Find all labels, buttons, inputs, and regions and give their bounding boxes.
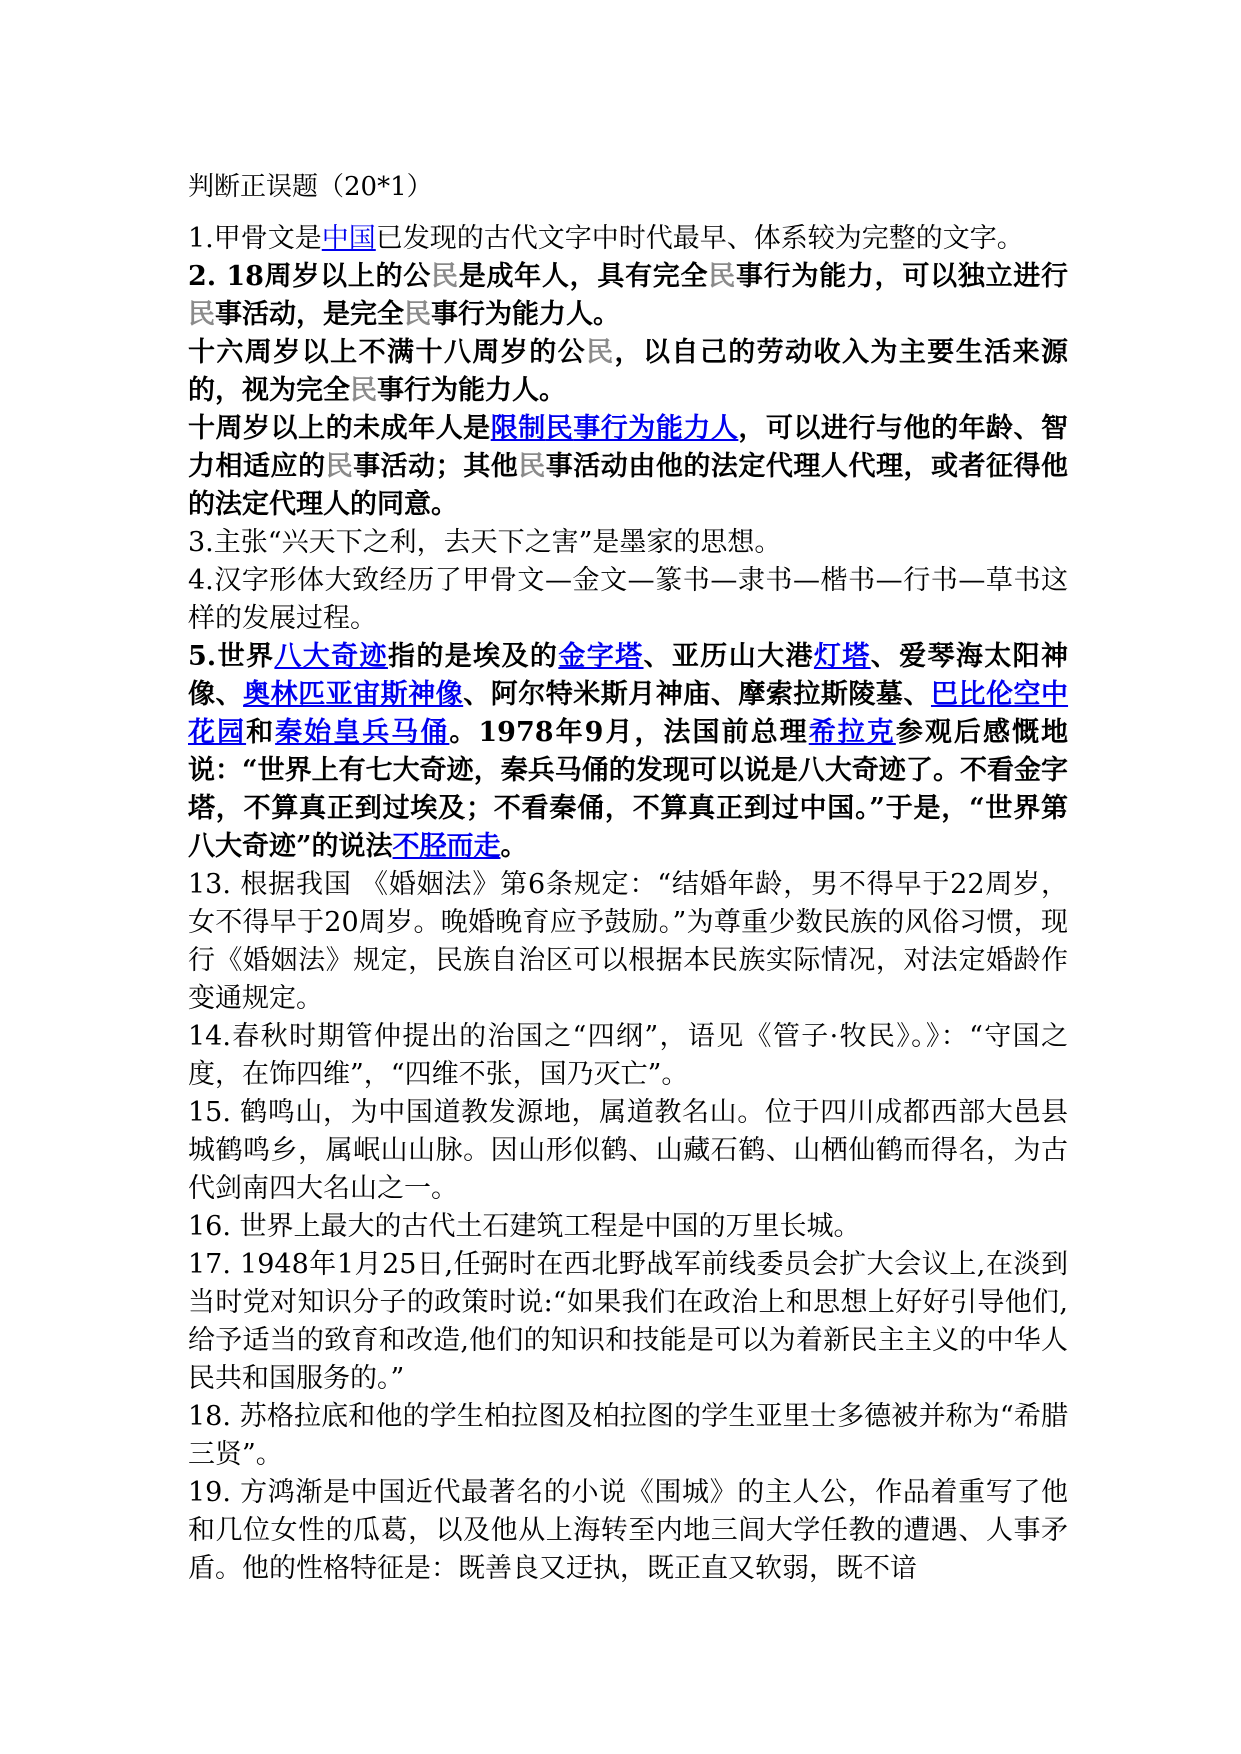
section-title: 判断正误题（20*1） xyxy=(188,172,433,202)
link-xilake[interactable]: 希拉克 xyxy=(808,717,896,748)
item-15: 15. 鹤鸣山，为中国道教发源地，属道教名山。位于四川成都西部大邑县城鹤鸣乡，属岷山山脉。因山形似鹤、山藏石鹤、山栖仙鹤而得名，为古代剑南四大名山之一。 xyxy=(188,1097,1068,1204)
item-4: 4.汉字形体大致经历了甲骨文—金文—篆书—隶书—楷书—行书—草书这样的发展过程。 xyxy=(188,565,1068,634)
item-3: 3.主张“兴天下之利，去天下之害”是墨家的思想。 xyxy=(188,527,782,558)
link-babilun-huayuan[interactable]: 巴比伦空中花园 xyxy=(188,679,1069,748)
link-xianzhi-minshi[interactable]: 限制民事行为能力人 xyxy=(490,413,739,444)
item-18: 18. 苏格拉底和他的学生柏拉图及柏拉图的学生亚里士多德被并称为“希腊三贤”。 xyxy=(188,1401,1068,1470)
link-zhongguo[interactable]: 中国 xyxy=(321,223,376,254)
document-page xyxy=(188,168,1068,1588)
item-19: 19. 方鸿渐是中国近代最著名的小说《围城》的主人公，作品着重写了他和几位女性的瓜葛，以及他从上海转至内地三闾大学任教的遭遇、人事矛盾。他的性格特征是：既善良又迂执，既正直又软弱，既不谙 xyxy=(188,1477,1068,1584)
link-badaqiji[interactable]: 八大奇迹 xyxy=(274,641,388,672)
item-2a: 2. 18周岁以上的公民是成年人，具有完全民事行为能力，可以独立进行民事活动，是完全民事行为能力人。 xyxy=(188,261,1069,330)
item-14: 14.春秋时期管仲提出的治国之“四纲”，语见《管子·牧民》。》：“守国之度，在饰四维”，“四维不张，国乃灭亡”。 xyxy=(188,1021,1068,1090)
item-2b: 十六周岁以上不满十八周岁的公民，以自己的劳动收入为主要生活来源的，视为完全民事行为能力人。 xyxy=(188,337,1069,406)
link-dengta[interactable]: 灯塔 xyxy=(813,641,871,672)
item-16: 16. 世界上最大的古代土石建筑工程是中国的万里长城。 xyxy=(188,1211,861,1242)
item-5: 5.世界八大奇迹指的是埃及的金字塔、亚历山大港灯塔、爱琴海太阳神像、奥林匹亚宙斯神像、阿尔特米斯月神庙、摩索拉斯陵墓、巴比伦空中花园和秦始皇兵马俑。1978年9月，法国前总理希拉克参观后感慨地说：“世界上有七大奇迹，秦兵马俑的发现可以说是八大奇迹了。不看金字塔，不算真正到过埃及；不看秦俑，不算真正到过中国。”于是，“世界第八大奇迹”的说法不胫而走。 xyxy=(188,641,1069,862)
link-bujingerzou[interactable]: 不胫而走 xyxy=(392,831,501,862)
link-zhousi-shenxiang[interactable]: 奥林匹亚宙斯神像 xyxy=(243,679,464,710)
item-13: 13. 根据我国 《婚姻法》第6条规定：“结婚年龄，男不得早于22周岁，女不得早于20周岁。晚婚晚育应予鼓励。”为尊重少数民族的风俗习惯，现行《婚姻法》规定，民族自治区可以根据本民族实际情况，对法定婚龄作变通规定。 xyxy=(188,869,1068,1014)
link-jinzita[interactable]: 金字塔 xyxy=(558,641,644,672)
item-17: 17. 1948年1月25日,任弼时在西北野战军前线委员会扩大会议上,在淡到当时党对知识分子的政策时说:“如果我们在政治上和思想上好好引导他们,给予适当的致育和改造,他们的知识和技能是可以为着新民主主义的中华人民共和国服务的。” xyxy=(188,1249,1068,1394)
item-2c: 十周岁以上的未成年人是限制民事行为能力人，可以进行与他的年龄、智力相适应的民事活动；其他民事活动由他的法定代理人代理，或者征得他的法定代理人的同意。 xyxy=(188,413,1069,520)
item-1: 1.甲骨文是中国已发现的古代文字中时代最早、体系较为完整的文字。 xyxy=(188,223,1024,254)
link-bingmayong[interactable]: 秦始皇兵马俑 xyxy=(275,717,450,748)
